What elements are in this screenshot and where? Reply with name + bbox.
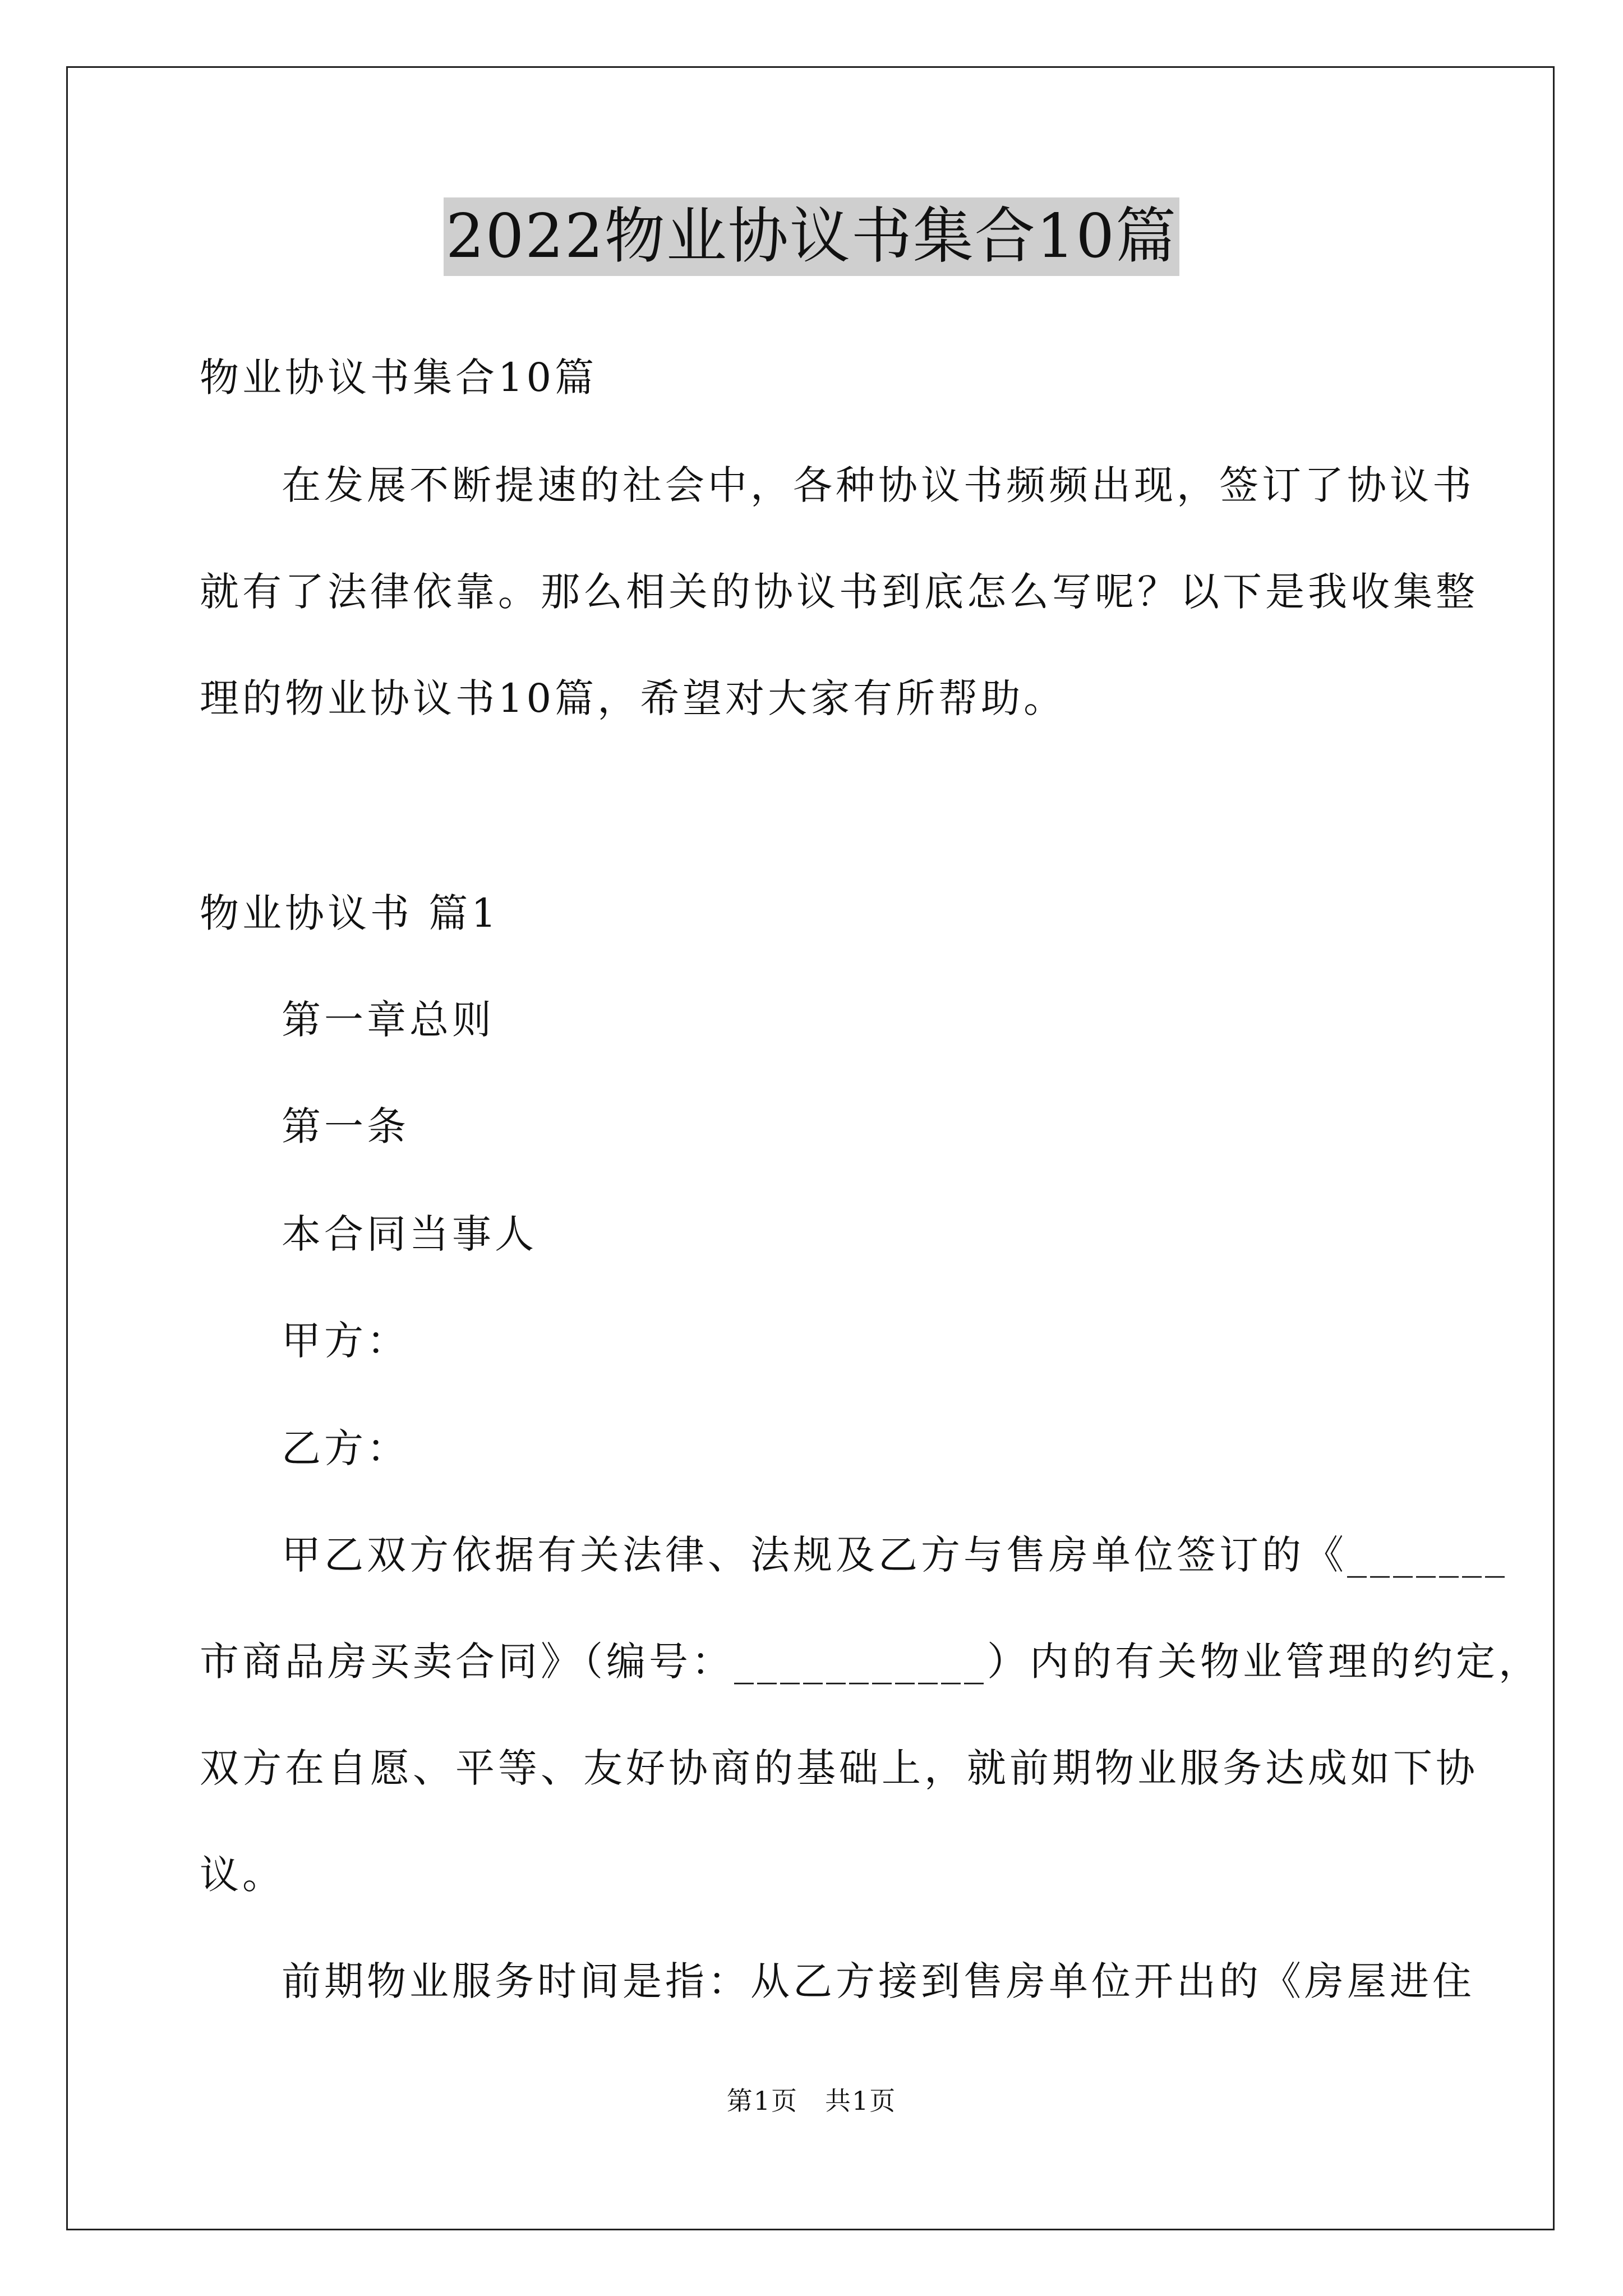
body-line-2: 市商品房买卖合同》（编号：___________）内的有关物业管理的约定， — [200, 1639, 1541, 1685]
party-b-label: 乙方： — [282, 1425, 409, 1471]
service-time-line: 前期物业服务时间是指：从乙方接到售房单位开出的《房屋进住 — [282, 1958, 1475, 2004]
document-title: 2022物业协议书集合10篇 — [444, 197, 1179, 276]
body-line-3: 双方在自愿、平等、友好协商的基础上，就前期物业服务达成如下协 — [200, 1745, 1478, 1791]
body-line-1: 甲乙双方依据有关法律、法规及乙方与售房单位签订的《_______ — [282, 1532, 1508, 1578]
section-heading: 物业协议书 篇1 — [200, 890, 500, 936]
parties-label: 本合同当事人 — [282, 1211, 537, 1257]
intro-line-1: 在发展不断提速的社会中，各种协议书频频出现，签订了协议书 — [282, 462, 1475, 508]
article-heading: 第一条 — [282, 1103, 409, 1149]
document-subtitle: 物业协议书集合10篇 — [200, 355, 598, 401]
page-footer: 第1页 共1页 — [726, 2086, 897, 2116]
intro-line-2: 就有了法律依靠。那么相关的协议书到底怎么写呢？以下是我收集整 — [200, 569, 1478, 615]
chapter-heading: 第一章总则 — [282, 997, 495, 1043]
intro-line-3: 理的物业协议书10篇，希望对大家有所帮助。 — [200, 675, 1067, 721]
body-line-4: 议。 — [200, 1852, 285, 1898]
party-a-label: 甲方： — [282, 1318, 409, 1364]
title-container — [0, 197, 1623, 276]
